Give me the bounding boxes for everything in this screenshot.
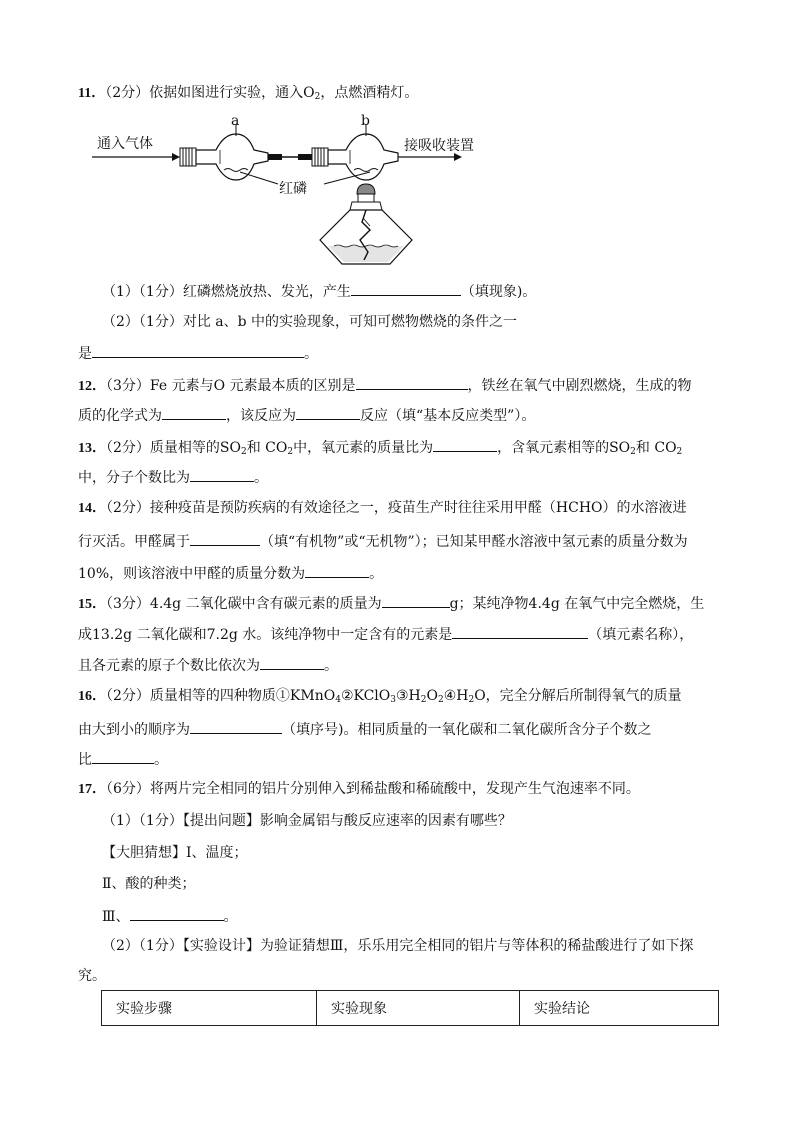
answer-blank[interactable] bbox=[356, 375, 468, 390]
q14-line1: 14．（2分）接种疫苗是预防疾病的有效途径之一，疫苗生产时往往采用甲醛（HCHO）的水溶液进 bbox=[78, 500, 687, 516]
answer-blank[interactable] bbox=[162, 405, 226, 420]
answer-blank[interactable] bbox=[130, 906, 224, 921]
answer-blank[interactable] bbox=[452, 624, 588, 639]
answer-blank[interactable] bbox=[190, 531, 260, 546]
q14-line3: 10%，则该溶液中甲醛的质量分数为 。 bbox=[78, 563, 383, 583]
answer-blank[interactable] bbox=[305, 563, 369, 578]
q17-part1: （1）（1分）【提出问题】影响金属铝与酸反应速率的因素有哪些？ bbox=[102, 813, 512, 829]
q12-line2: 质的化学式为 ，该反应为 反应（填“基本反应类型”）。 bbox=[78, 405, 535, 425]
q11-part2: （2）（1分）对比 a、b 中的实验现象，可知可燃物燃烧的条件之一 bbox=[102, 314, 518, 330]
q15-line3: 且各元素的原子个数比依次为 。 bbox=[78, 655, 338, 675]
q11-line1: 11．（2分）依据如图进行实验，通入$O_2$，点燃酒精灯。 bbox=[78, 85, 419, 102]
q14-number: 14． bbox=[78, 501, 106, 516]
answer-blank[interactable] bbox=[433, 437, 497, 452]
q15-number: 15． bbox=[78, 597, 106, 612]
q15-line1: 15．（3分）4.4g 二氧化碳中含有碳元素的质量为 g；某纯净物4.4g 在氧气中完全燃烧，生 bbox=[78, 593, 704, 614]
q11-part1: （1）（1分）红磷燃烧放热、发光，产生 （填现象)。 bbox=[102, 281, 536, 301]
q13-number: 13． bbox=[78, 441, 106, 456]
answer-blank[interactable] bbox=[351, 281, 461, 296]
q17-part2: （2）（1分）【实验设计】为验证猜想Ⅲ，乐乐用完全相同的铝片与等体积的稀盐酸进行了如下探 bbox=[102, 938, 694, 954]
answer-blank[interactable] bbox=[92, 343, 304, 358]
q12-line1: 12．（3分）Fe 元素与O 元素最本质的区别是 ，铁丝在氧气中剧烈燃烧，生成的物 bbox=[78, 375, 692, 396]
q17-guess3: Ⅲ、 。 bbox=[102, 906, 238, 926]
q14-line2: 行灭活。甲醛属于 （填“有机物”或“无机物”）；已知某甲醛水溶液中氢元素的质量分数为 bbox=[78, 531, 688, 551]
answer-blank[interactable] bbox=[382, 593, 450, 608]
answer-blank[interactable] bbox=[92, 749, 154, 764]
q13-line1: 13．（2分）质量相等的$SO_2$和 $CO_2$中，氧元素的质量比为 ，含氧元素相等的$SO_2$和 $CO_2$ bbox=[78, 437, 682, 458]
q13-line2: 中，分子个数比为 。 bbox=[78, 467, 268, 487]
q12-number: 12． bbox=[78, 379, 106, 394]
q16-line2: 由大到小的顺序为 （填序号)。相同质量的一氧化碳和二氧化碳所含分子个数之 bbox=[78, 719, 651, 739]
q17-guess1: 【大胆猜想】Ⅰ、温度； bbox=[102, 845, 248, 861]
q11-part2-cont: 是 。 bbox=[78, 343, 318, 363]
table-header-row bbox=[102, 991, 719, 1026]
answer-blank[interactable] bbox=[296, 405, 360, 420]
red-phosphorus-label: 红磷 bbox=[279, 181, 307, 197]
tube-b-label: b bbox=[361, 113, 370, 129]
q16-number: 16． bbox=[78, 689, 106, 704]
q17-line1: 17．（6分）将两片完全相同的铝片分别伸入到稀盐酸和稀硫酸中，发现产生气泡速率不同。 bbox=[78, 781, 640, 797]
answer-blank[interactable] bbox=[260, 655, 324, 670]
table-header-cell: 实验步骤 bbox=[102, 991, 317, 1026]
answer-blank[interactable] bbox=[190, 719, 282, 734]
q16-line1: 16．（2分）质量相等的四种物质$①KMnO_4②KClO_3③H_2O_2④H_2O$，完全分解后所制得氧气的质量 bbox=[78, 688, 682, 705]
table-header-cell: 实验现象 bbox=[317, 991, 520, 1026]
q16-line3: 比 。 bbox=[78, 749, 168, 769]
inlet-gas-label: 通入气体 bbox=[97, 136, 153, 152]
absorber-label: 接吸收装置 bbox=[404, 138, 474, 154]
answer-blank[interactable] bbox=[190, 467, 254, 482]
q17-number: 17． bbox=[78, 782, 106, 797]
q15-line2: 成13.2g 二氧化碳和7.2g 水。该纯净物中一定含有的元素是 （填元素名称）， bbox=[78, 624, 693, 644]
q17-part2-cont: 究。 bbox=[78, 968, 106, 984]
tube-a-label: a bbox=[231, 113, 240, 129]
q11-number: 11． bbox=[78, 86, 106, 101]
q17-guess2: Ⅱ、酸的种类； bbox=[102, 876, 196, 892]
experiment-table bbox=[101, 990, 719, 1026]
table-header-cell: 实验结论 bbox=[520, 991, 719, 1026]
